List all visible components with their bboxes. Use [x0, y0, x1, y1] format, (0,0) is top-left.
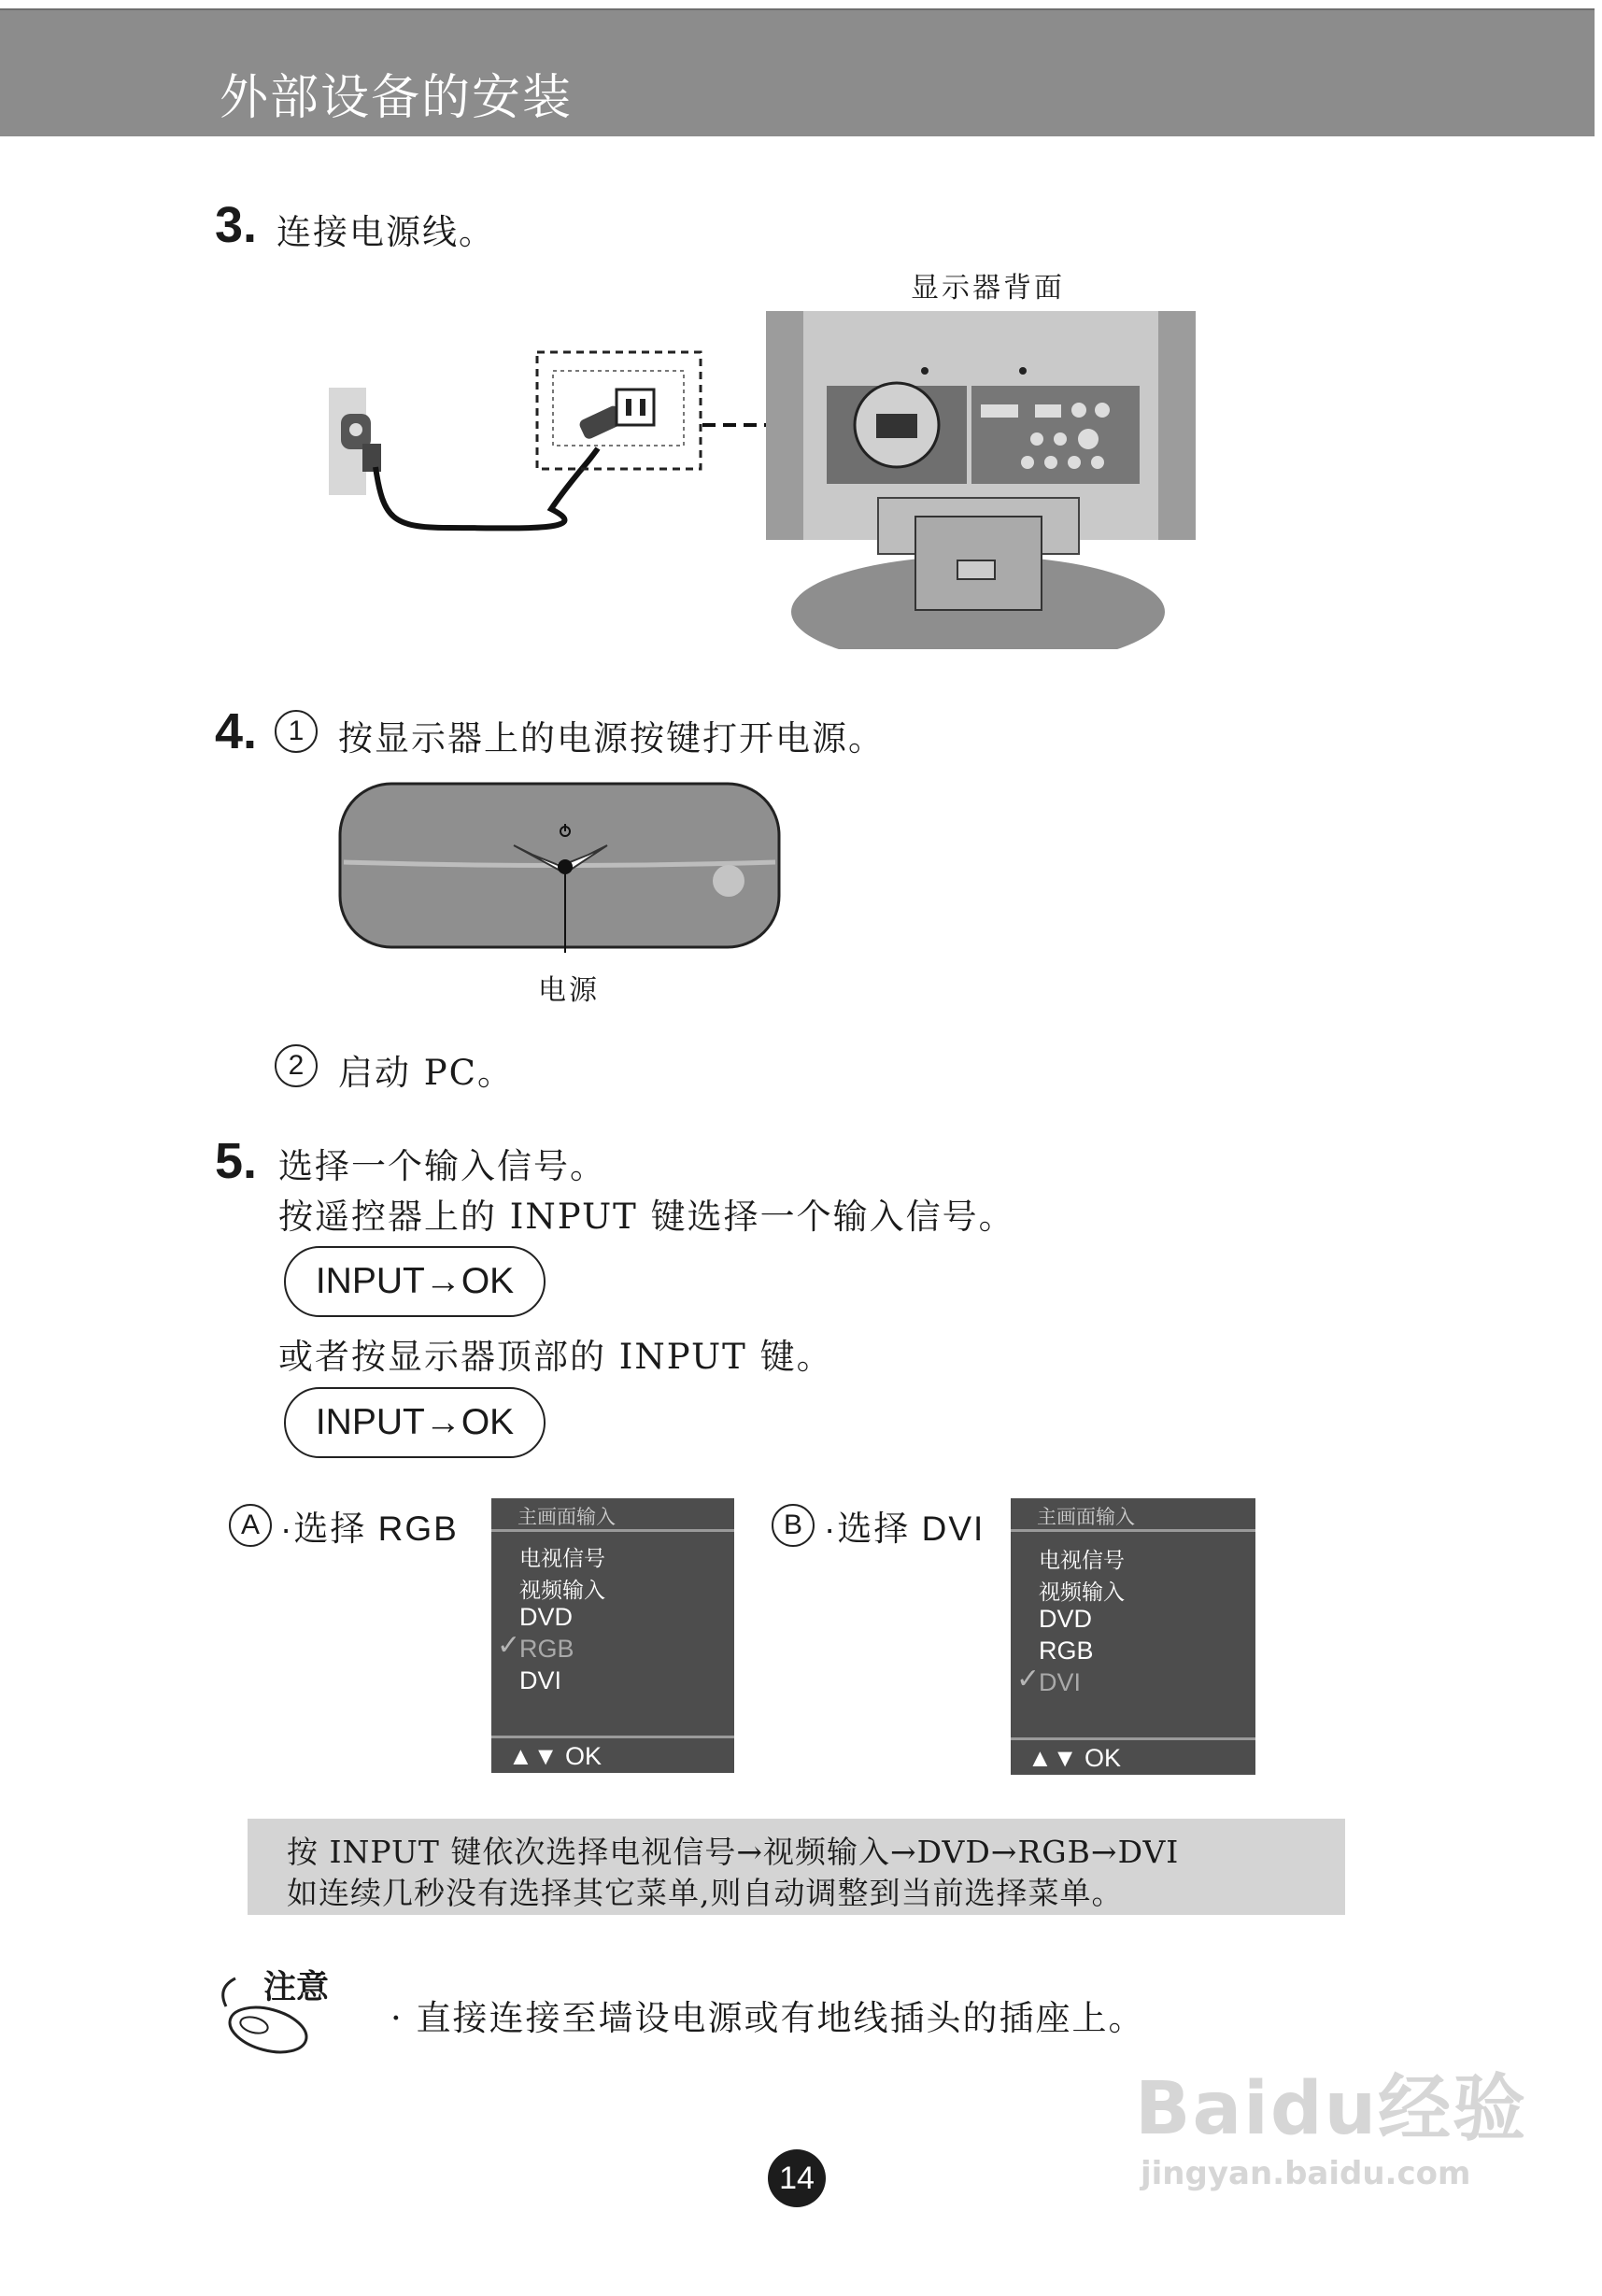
menu-title: 主画面输入: [517, 1506, 616, 1528]
step-4-item1-marker: 1: [275, 710, 318, 753]
monitor-plug-icon: [578, 390, 654, 441]
watermark-sub: jingyan.baidu.com: [1141, 2155, 1471, 2192]
indicator-light: [713, 865, 744, 897]
step-4-number: 4.: [215, 703, 258, 759]
menu-item-tv[interactable]: 电视信号: [1039, 1549, 1125, 1573]
menu-item-video[interactable]: 视频输入: [519, 1579, 605, 1603]
step-4-item1-text: 按显示器上的电源按键打开电源。: [338, 718, 885, 758]
note-title: 注意: [263, 1969, 330, 2006]
step-5-number: 5.: [215, 1133, 258, 1189]
step-3-text: 连接电源线。: [276, 212, 495, 252]
step-5-line1: 选择一个输入信号。: [278, 1146, 606, 1186]
info-box: [248, 1819, 1345, 1915]
page-title: 外部设备的安装: [220, 70, 574, 126]
info-line-2: 如连续几秒没有选择其它菜单,则自动调整到当前选择菜单。: [287, 1875, 1124, 1911]
power-label: 电源: [538, 974, 600, 1007]
menu-footer-nav: ▲▼ OK: [508, 1742, 602, 1770]
page-number: 14: [768, 2149, 826, 2207]
power-button-diagram: [336, 780, 785, 953]
option-b-label: ·选择 DVI: [824, 1509, 985, 1548]
option-b-marker: B: [772, 1504, 815, 1547]
input-ok-pill-monitor: INPUT→OK: [284, 1387, 546, 1458]
menu-item-dvd[interactable]: DVD: [1039, 1605, 1093, 1633]
menu-item-video[interactable]: 视频输入: [1039, 1580, 1125, 1605]
step-4-item2-text: 启动 PC。: [338, 1053, 514, 1093]
check-icon: ✓: [497, 1629, 521, 1662]
option-a-label: ·选择 RGB: [280, 1509, 459, 1548]
step-3-number: 3.: [215, 197, 258, 253]
osd-menu-dvi: [1011, 1498, 1255, 1775]
info-line-1: 按 INPUT 键依次选择电视信号→视频输入→DVD→RGB→DVI: [287, 1834, 1180, 1870]
step-5-line2: 按遥控器上的 INPUT 键选择一个输入信号。: [278, 1197, 1015, 1237]
menu-item-tv[interactable]: 电视信号: [519, 1547, 605, 1571]
menu-item-rgb[interactable]: RGB: [519, 1635, 574, 1663]
menu-item-rgb[interactable]: RGB: [1039, 1637, 1094, 1665]
option-a-marker: A: [229, 1504, 272, 1547]
step-4-item2-marker: 2: [275, 1044, 318, 1087]
menu-item-dvd[interactable]: DVD: [519, 1603, 574, 1631]
input-ok-pill-remote: INPUT→OK: [284, 1246, 546, 1317]
note-text: · 直接连接至墙设电源或有地线插头的插座上。: [390, 1998, 1145, 2038]
watermark-main: Baidu经验: [1135, 2067, 1528, 2151]
menu-item-dvi[interactable]: DVI: [519, 1666, 562, 1694]
power-cable: [376, 448, 598, 528]
monitor-back-label: 显示器背面: [911, 272, 1065, 305]
menu-title: 主画面输入: [1037, 1506, 1135, 1528]
baidu-watermark: [1135, 2050, 1527, 2192]
menu-footer-nav: ▲▼ OK: [1028, 1744, 1121, 1772]
step-5-line3: 或者按显示器顶部的 INPUT 键。: [278, 1337, 833, 1377]
power-cable-diagram: [318, 304, 1214, 649]
menu-item-dvi[interactable]: DVI: [1039, 1668, 1082, 1696]
osd-menu-rgb: [491, 1498, 734, 1773]
check-icon: ✓: [1016, 1663, 1041, 1695]
